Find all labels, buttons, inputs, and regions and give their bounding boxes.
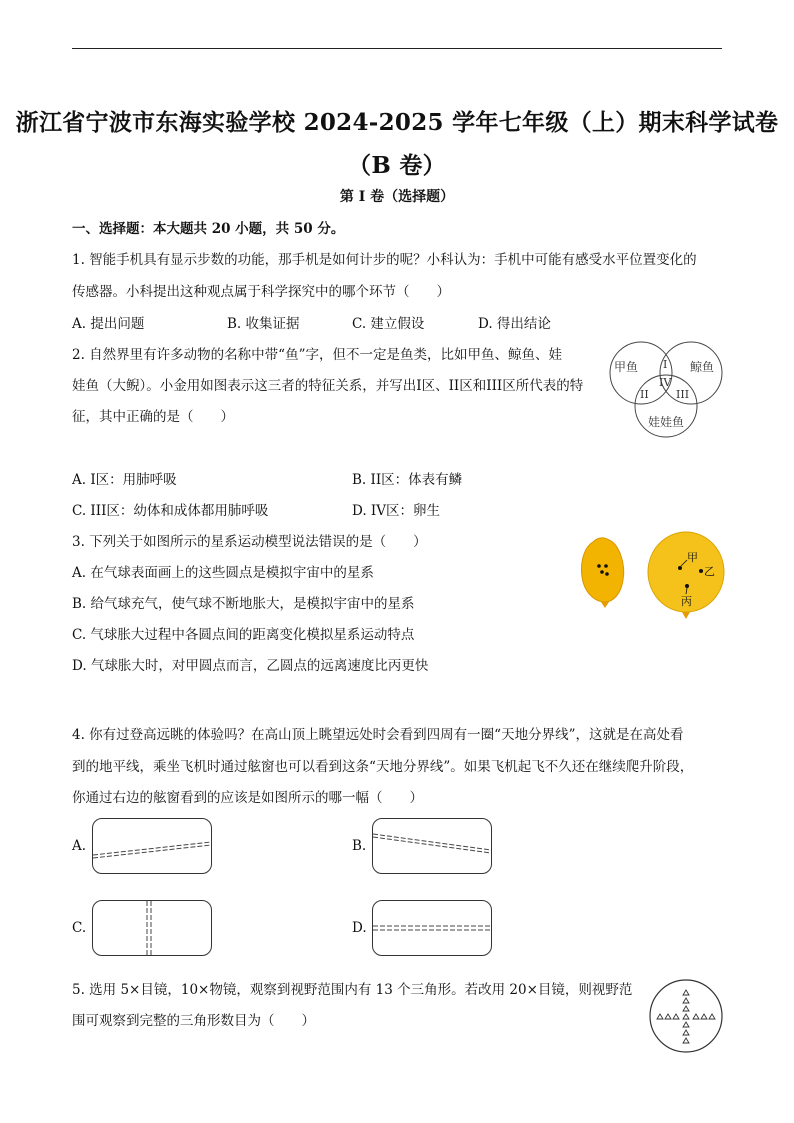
venn-zone-3: III <box>676 388 690 401</box>
q1-line1: 1. 智能手机具有显示步数的功能，那手机是如何计步的呢？小科认为：手机中可能有感受水平位置变化的 <box>72 252 697 268</box>
venn-label-wawayu: 娃娃鱼 <box>648 415 685 429</box>
q1-line2: 传感器。小科提出这种观点属于科学探究中的哪个环节（ ） <box>72 284 450 300</box>
dot-jia <box>678 566 682 570</box>
q3-option-a[interactable]: A. 在气球表面画上的这些圆点是模拟宇宙中的星系 <box>72 565 374 581</box>
inflated-balloon-knot <box>682 612 690 619</box>
q3-option-b[interactable]: B. 给气球充气，使气球不断地胀大，是模拟宇宙中的星系 <box>72 596 415 612</box>
q4-option-c-letter[interactable]: C. <box>72 920 87 936</box>
venn-diagram <box>606 340 726 440</box>
q4-option-b-window[interactable] <box>372 818 492 874</box>
venn-label-jingyu: 鲸鱼 <box>690 360 715 374</box>
q1-option-a[interactable]: A. 提出问题 <box>72 316 145 332</box>
q3-option-c[interactable]: C. 气球胀大过程中各圆点间的距离变化模拟星系运动特点 <box>72 627 415 643</box>
label-yi: 乙 <box>704 565 715 578</box>
deflated-balloon-knot <box>601 602 609 608</box>
q2-option-d[interactable]: D. IV区：卵生 <box>352 503 441 519</box>
triangle-pattern <box>657 990 715 1043</box>
balloon-figure <box>575 530 730 620</box>
q3-line1: 3. 下列关于如图所示的星系运动模型说法错误的是（ ） <box>72 534 427 550</box>
q1-option-c[interactable]: C. 建立假设 <box>352 316 425 332</box>
dot-bing <box>685 584 689 588</box>
q2-line3: 征，其中正确的是（ ） <box>72 409 234 425</box>
exam-title-line1: 浙江省宁波市东海实验学校 2024-2025 学年七年级（上）期末科学试卷 <box>15 109 779 136</box>
q2-line2: 娃鱼（大鲵）。小金用如图表示这三者的特征关系，并写出I区、II区和III区所代表的特 <box>72 378 584 394</box>
q4-line3: 你通过右边的舷窗看到的应该是如图所示的哪一幅（ ） <box>72 790 423 806</box>
deflated-balloon <box>581 538 623 602</box>
q4-option-d-letter[interactable]: D. <box>352 920 367 936</box>
q1-option-d[interactable]: D. 得出结论 <box>478 316 551 332</box>
q1-option-b[interactable]: B. 收集证据 <box>227 316 300 332</box>
venn-zone-2: II <box>640 388 649 401</box>
exam-title-line2: （B 卷） <box>348 152 446 179</box>
q2-option-c[interactable]: C. III区：幼体和成体都用肺呼吸 <box>72 503 269 519</box>
q4-option-d-window[interactable] <box>372 900 492 956</box>
q5-line1: 5. 选用 5×目镜，10×物镜，观察到视野范围内有 13 个三角形。若改用 20×目镜，则视野范 <box>72 982 633 998</box>
q4-line1: 4. 你有过登高远眺的体验吗？在高山顶上眺望远处时会看到四周有一圈“天地分界线”，这就是在高处看 <box>72 727 684 743</box>
venn-zone-4: IV <box>659 376 672 389</box>
venn-zone-1: I <box>663 358 668 371</box>
label-jia: 甲 <box>687 551 698 564</box>
q2-line1: 2. 自然界里有许多动物的名称中带“鱼”字，但不一定是鱼类，比如甲鱼、鲸鱼、娃 <box>72 347 562 363</box>
label-bing: 丙 <box>681 595 692 608</box>
section-heading: 一、选择题：本大题共 20 小题，共 50 分。 <box>72 221 345 237</box>
q4-option-a-letter[interactable]: A. <box>72 838 87 854</box>
q5-line2: 围可观察到完整的三角形数目为（ ） <box>72 1013 315 1029</box>
q4-option-b-letter[interactable]: B. <box>352 838 367 854</box>
q2-option-b[interactable]: B. II区：体表有鳞 <box>352 472 463 488</box>
header-rule <box>72 48 722 49</box>
venn-label-jiayu: 甲鱼 <box>614 360 639 374</box>
q4-line2: 到的地平线，乘坐飞机时通过舷窗也可以看到这条“天地分界线”。如果飞机起飞不久还在继续爬升阶段， <box>72 759 694 775</box>
q4-option-c-window[interactable] <box>92 900 212 956</box>
q3-option-d[interactable]: D. 气球胀大时，对甲圆点而言，乙圆点的远离速度比丙更快 <box>72 658 429 674</box>
paper-subtitle: 第 I 卷（选择题） <box>339 189 455 205</box>
q4-option-a-window[interactable] <box>92 818 212 874</box>
q2-option-a[interactable]: A. I区：用肺呼吸 <box>72 472 177 488</box>
microscope-field-figure <box>648 978 724 1054</box>
